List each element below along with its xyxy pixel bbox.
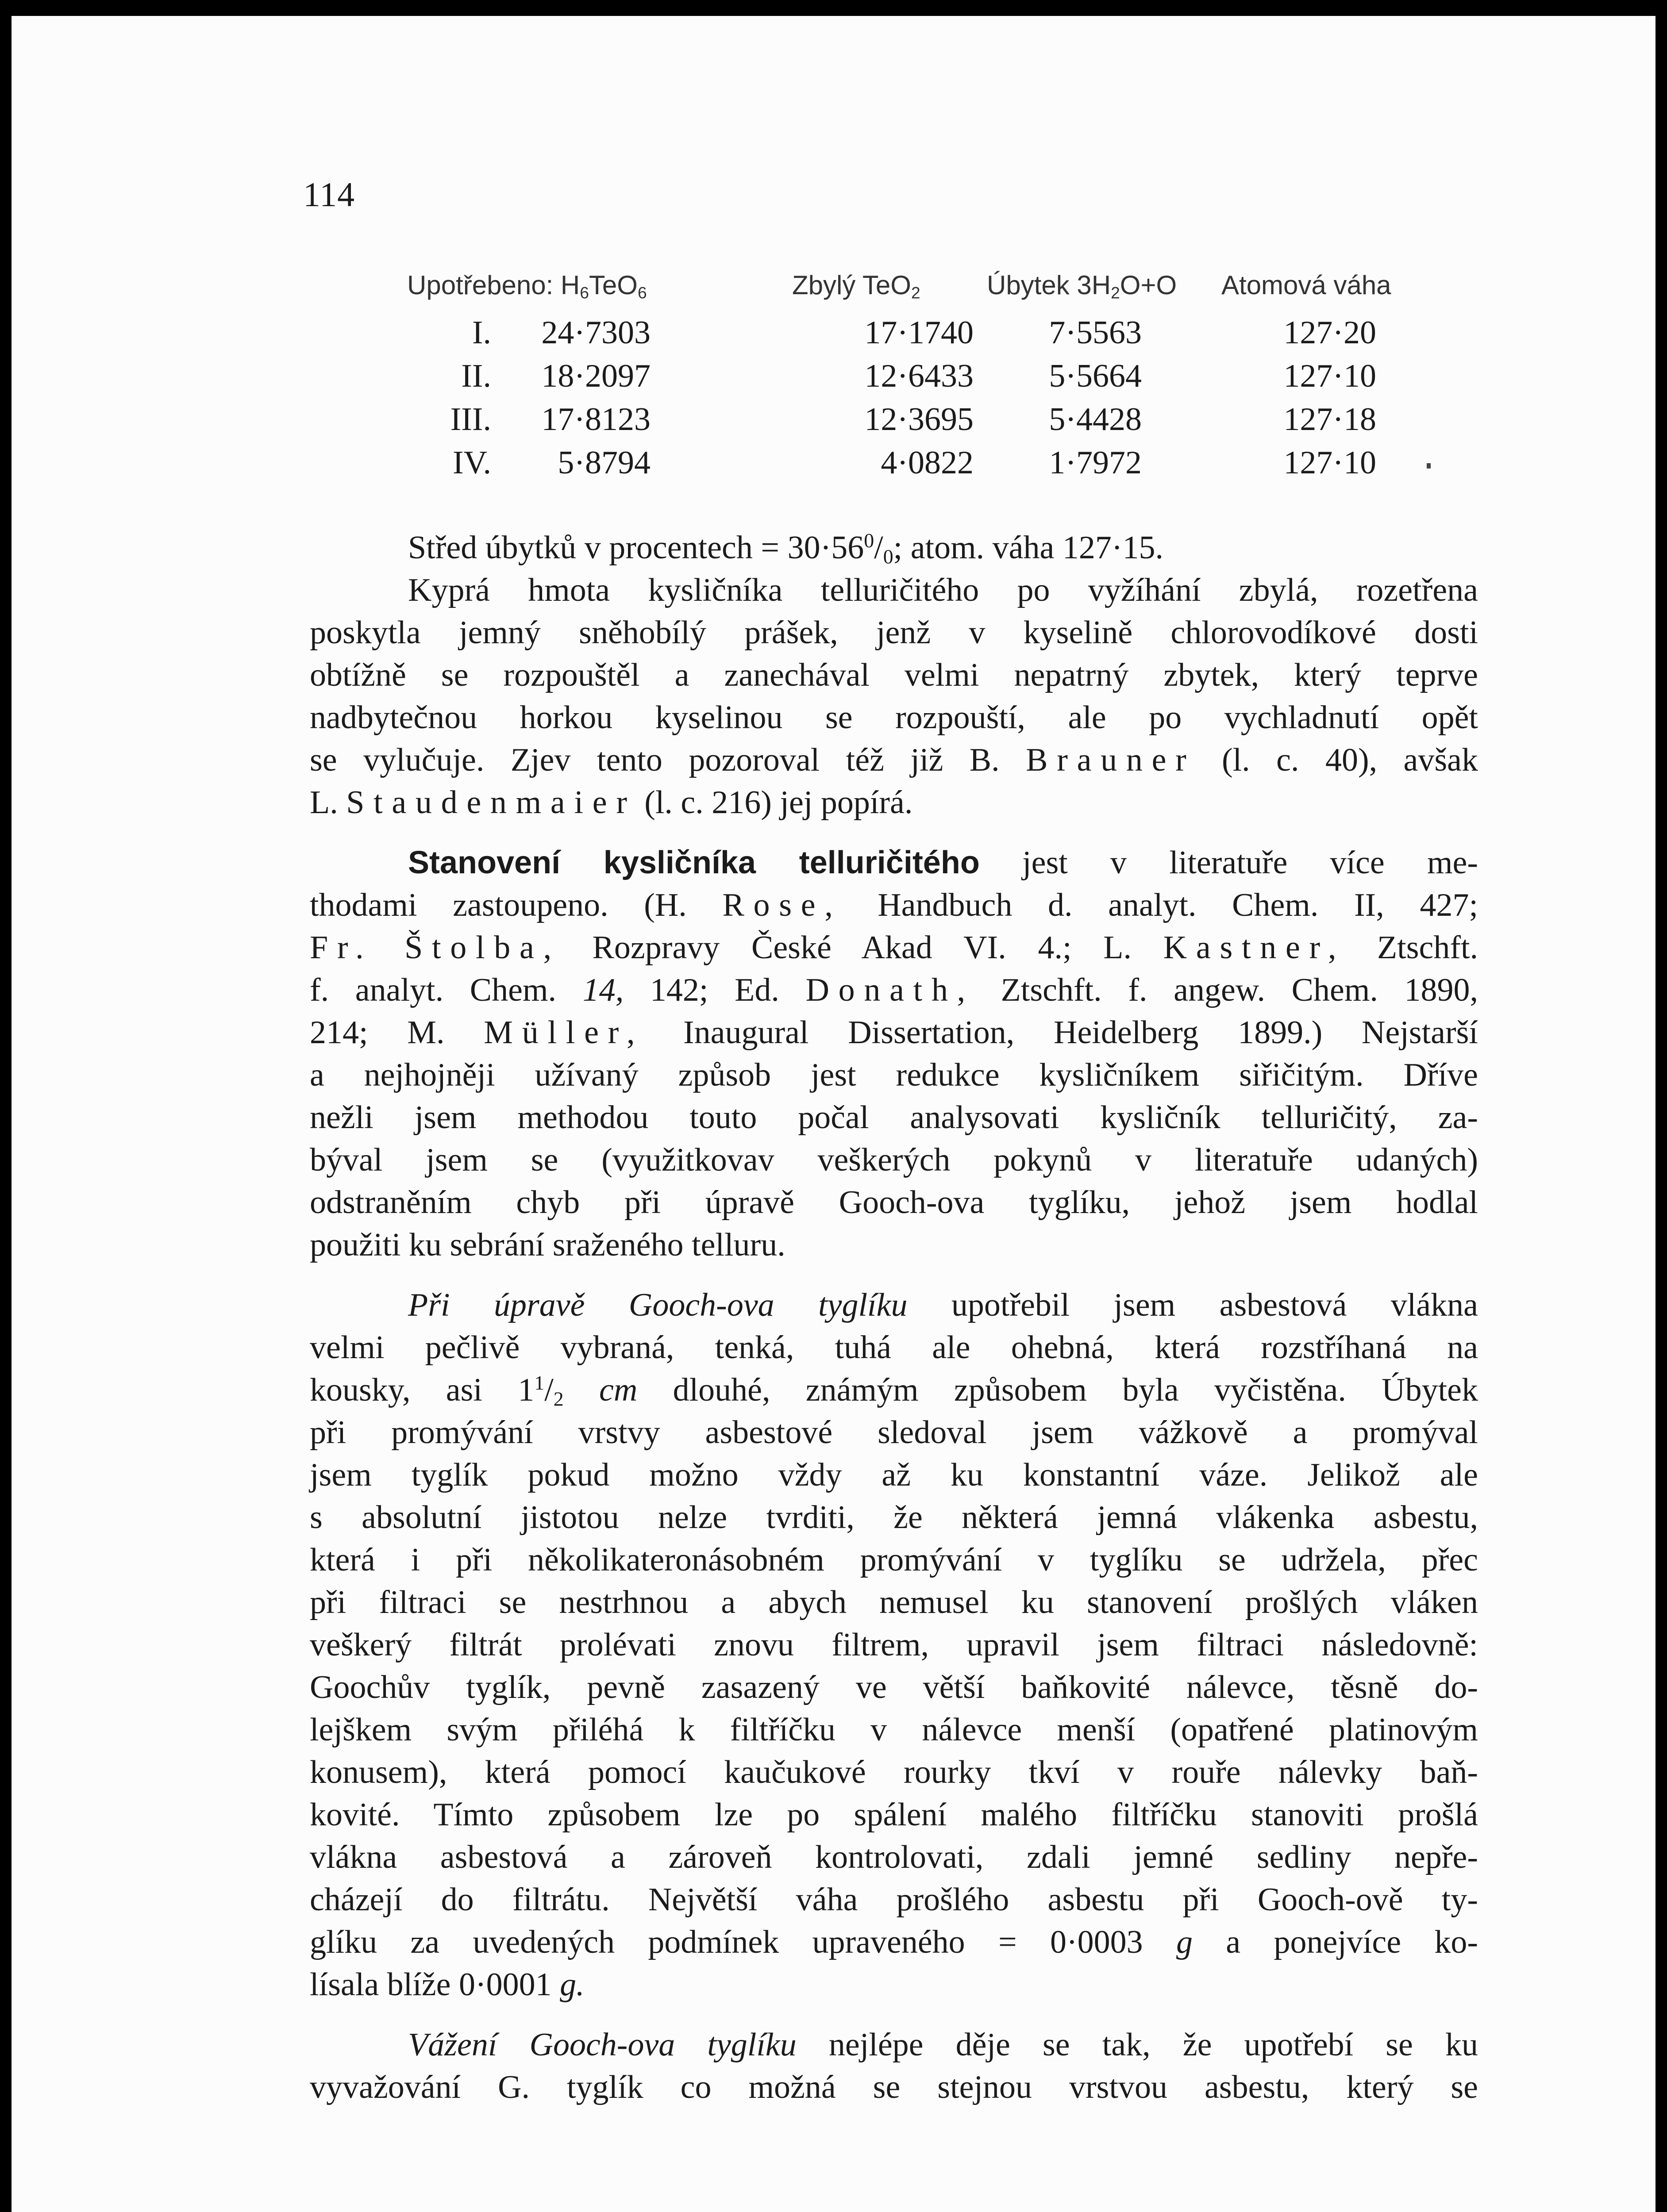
table-row — [0, 401, 1667, 441]
cell-used: 5·8794 — [558, 445, 651, 481]
row-label: I. — [472, 315, 491, 351]
body-text — [310, 526, 1478, 2108]
table-row — [0, 444, 1667, 484]
cell-atomic-weight: 127·18 — [1283, 401, 1376, 438]
cell-loss: 7·5563 — [1049, 315, 1142, 351]
stray-mark — [1427, 463, 1431, 469]
table-row — [0, 357, 1667, 397]
table-header-atomic-weight: Atomová váha — [1221, 270, 1391, 300]
paragraph-oxide-description: Kyprá hmota kysličníka telluričitého po vyžíhání zbylá, rozetřena poskytla jemný sněhobílý prášek, jenž v kyselině chlorovodíkové dosti obtížně se rozpouštěl a zanechával velmi nepatrný zbytek, který teprve nadbytečnou horkou kyselinou se rozpouští, ale po vychladnutí opět se vylučuje. Zjev tento pozoroval též již B. Brauner (l. c. 40), avšak L. Staudenmaier (l. c. 216) jej popírá. — [310, 572, 1478, 821]
table-header-used: Upotřebeno: $H_6TeO_6$ — [407, 270, 647, 302]
row-label: IV. — [452, 445, 491, 481]
paragraph-average: Střed úbytků v procentech = $30\cdot 56^0/_0$; atom. váha 127·15. — [408, 529, 1164, 568]
cell-used: 24·7303 — [541, 315, 651, 351]
paragraph-gooch-crucible: Při úpravě Gooch-ova tyglíku upotřebil jsem asbestová vlákna velmi pečlivě vybraná, tenká, tuhá ale ohebná, která rozstříhaná na kousky, asi $1^1/_2$ cm dlouhé, známým způsobem byla vyčistěna. Úbytek při promývání vrstvy asbestové sledoval jsem vážkově a promýval jsem tyglík pokud možno vždy až ku konstantní váze. Jelikož ale s absolutní jistotou nelze tvrditi, že některá jemná vlákenka asbestu, která i při několikateronásobném promývání v tyglíku se udržela, přec při filtraci se nestrhnou a abych nemusel ku stanovení prošlých vláken veškerý filtrát prolévati znovu filtrem, upravil jsem filtraci následovně: Goochův tyglík, pevně zasazený ve větší baňkovité nálevce, těsně do- lejškem svým přiléhá k filtříčku v nálevce menší (opatřené platinovým konusem), která pomocí kaučukové rourky tkví v rouře nálevky baň- kovité. Tímto způsobem lze po spálení malého filtříčku stanoviti prošlá vlákna asbestová a zároveň kontrolovati, zdali jemné sedliny nepře- cházejí do filtrátu. Největší váha prošlého asbestu při Gooch-ově ty- glíku za uvedených podmínek upraveného = 0·0003 g a ponejvíce ko- lísala blíže 0·0001 g. — [310, 1287, 1478, 2003]
table-row — [0, 314, 1667, 354]
page-number: 114 — [303, 175, 355, 214]
cell-remaining: 17·1740 — [864, 315, 974, 351]
cell-loss: 5·4428 — [1049, 401, 1142, 438]
cell-atomic-weight: 127·10 — [1283, 358, 1376, 394]
cell-atomic-weight: 127·10 — [1283, 445, 1376, 481]
cell-loss: 5·5664 — [1049, 358, 1142, 394]
cell-remaining: 12·3695 — [864, 401, 974, 438]
table-header-remaining: Zbylý TeO$_2$ — [792, 270, 920, 302]
table-header-loss: Úbytek $3H_2O+O$ — [987, 270, 1177, 302]
cell-used: 18·2097 — [541, 358, 651, 394]
paragraph-determination: Stanovení kysličníka telluričitého jest v literatuře více me- thodami zastoupeno. (H. Rose, Handbuch d. analyt. Chem. II, 427; Fr. Štolba, Rozpravy České Akad VI. 4.; L. Kastner, Ztschft. f. analyt. Chem. 14, 142; Ed. Donath, Ztschft. f. angew. Chem. 1890, 214; M. Müller, Inaugural Dissertation, Heidelberg 1899.) Nejstarší a nejhojněji užívaný způsob jest redukce kysličníkem siřičitým. Dříve nežli jsem methodou touto počal analysovati kysličník telluričitý, za- býval jsem se (využitkovav veškerých pokynů v literatuře udaných) odstraněním chyb při úpravě Gooch-ova tyglíku, jehož jsem hodlal použiti ku sebrání sraženého telluru. — [310, 845, 1478, 1263]
section-heading: Stanovení kysličníka telluričitého — [408, 845, 980, 880]
cell-loss: 1·7972 — [1049, 445, 1142, 481]
paragraph-weighing: Vážení Gooch-ova tyglíku nejlépe děje se tak, že upotřebí se ku vyvažování G. tyglík co možná se stejnou vrstvou asbestu, který se — [310, 2027, 1478, 2105]
cell-remaining: 12·6433 — [864, 358, 974, 394]
row-label: II. — [461, 358, 491, 394]
row-label: III. — [450, 401, 491, 438]
cell-remaining: 4·0822 — [881, 445, 974, 481]
cell-used: 17·8123 — [541, 401, 651, 438]
cell-atomic-weight: 127·20 — [1283, 315, 1376, 351]
